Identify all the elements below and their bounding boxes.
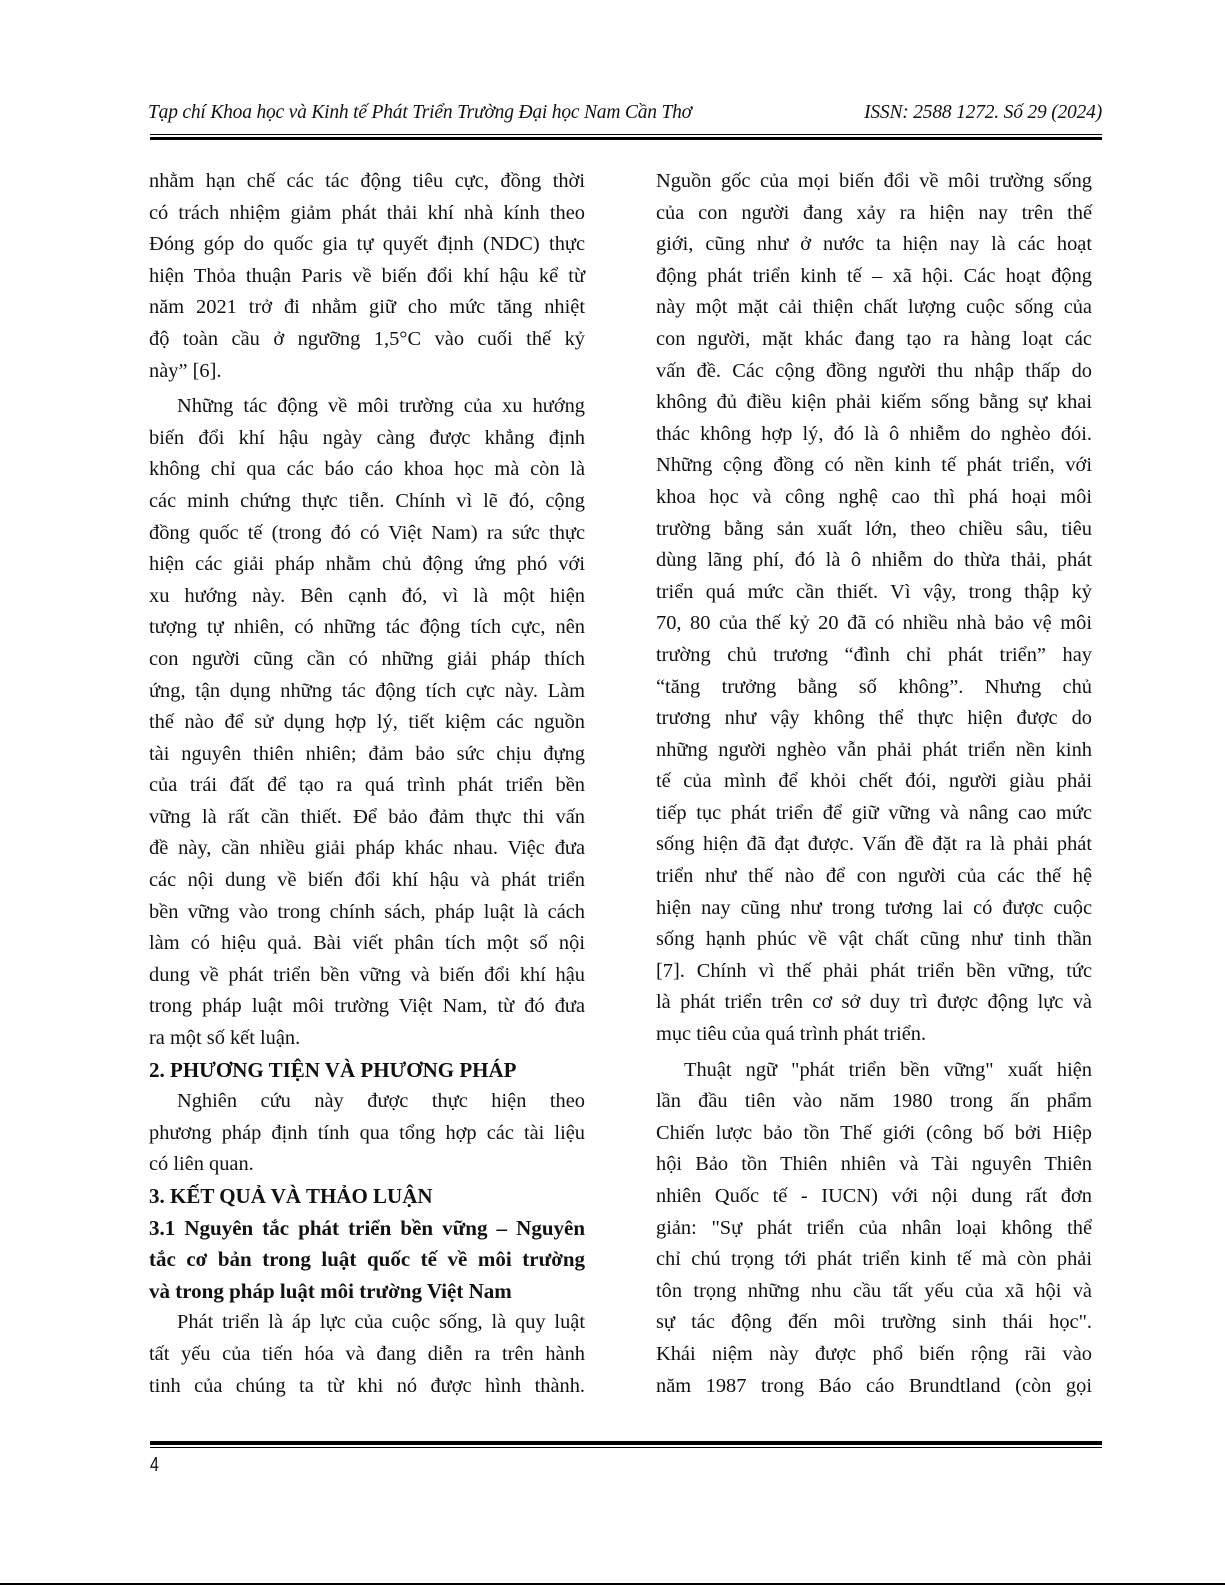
text-line: năm 2021 trở đi nhằm giữ cho mức tăng nhiệt [149,296,585,319]
text-line: các nội dung về biến đổi khí hậu và phát triển [149,869,585,892]
text-line: [7]. Chính vì thế phải phát triển bền vững, tức [656,959,1092,982]
text-line: trường bằng sản xuất lớn, theo chiều sâu, tiêu [656,517,1092,540]
text-line: tôn trọng những nhu cầu tất yếu của xã hội và [656,1279,1092,1302]
text-line: triển quá mức cần thiết. Vì vậy, trong thập kỷ [656,580,1092,603]
paragraph [656,1055,1092,1403]
text-line: 70, 80 của thế kỷ 20 đã có nhiều nhà bảo vệ môi [656,612,1092,635]
text-line: Phát triển là áp lực của cuộc sống, là quy luật [177,1311,585,1334]
text-line: biến đổi khí hậu ngày càng được khẳng định [149,426,585,449]
text-line: này một mặt cải thiện chất lượng cuộc sống của [656,296,1092,319]
journal-title: Tạp chí Khoa học và Kinh tế Phát Triển Trường Đại học Nam Cần Thơ [148,102,692,123]
running-header [148,102,1102,132]
text-line: trường chủ trương “đình chỉ phát triển” hay [656,643,1092,666]
text-line: các minh chứng thực tiễn. Chính vì lẽ đó, cộng [149,489,585,512]
paragraph [149,1307,585,1402]
text-line: thác không hợp lý, đó là ô nhiễm do nghèo đói. [656,422,1092,445]
text-line: làm có hiệu quả. Bài viết phân tích một số nội [149,932,585,955]
paragraph [656,166,1092,1051]
text-line: dùng lãng phí, đó là ô nhiễm do thừa thải, phát [656,549,1092,572]
text-line: là phát triển trên cơ sở duy trì được động lực và [656,991,1092,1014]
text-line: phương pháp định tính qua tổng hợp các tài liệu [149,1121,585,1144]
paragraph [149,391,585,1054]
text-line: 3.1 Nguyên tắc phát triển bền vững – Nguyên [149,1215,585,1240]
page-number: 4 [150,1454,159,1476]
text-line: hiện các giải pháp nhằm chủ động ứng phó với [149,553,585,576]
text-line: tất yếu của tiến hóa và đang diễn ra trên hành [149,1342,585,1365]
text-line: đồng quốc tế (trong đó có Việt Nam) ra sức thực [149,521,585,544]
text-line: vấn đề. Các cộng đồng người thu nhập thấp do [656,359,1092,382]
text-line: hội Bảo tồn Thiên nhiên và Tài nguyên Thiên [656,1153,1092,1176]
text-line: độ toàn cầu ở ngưỡng 1,5°C vào cuối thế kỷ [149,327,585,350]
text-line: dung về phát triển bền vững và biến đổi khí hậu [149,963,585,986]
text-line: Thuật ngữ "phát triển bền vững" xuất hiện [684,1058,1092,1081]
text-line: ứng, tận dụng những tác động tích cực này. Làm [149,679,585,702]
text-line: Những tác động về môi trường của xu hướng [177,395,585,418]
text-line: sống hiện đã đạt được. Vấn đề đặt ra là phải phát [656,833,1092,856]
text-line: hiện nay cũng như trong tương lai có được cuộc [656,896,1092,919]
text-line: thế nào để sử dụng hợp lý, tiết kiệm các nguồn [149,711,585,734]
text-line: Nguồn gốc của mọi biến đổi về môi trường sống [656,170,1092,192]
right-column [656,166,1092,1402]
footer-rule [150,1441,1102,1448]
text-line: con người cũng cần có những giải pháp thích [149,647,585,670]
text-line: giới, cũng như ở nước ta hiện nay là các hoạt [656,233,1092,256]
paragraph [149,1086,585,1181]
text-line: hiện Thỏa thuận Paris về biến đổi khí hậu kể từ [149,264,585,287]
text-line: triển như thế nào để con người của các thế hệ [656,865,1092,888]
left-column [149,166,585,1402]
text-line: tượng tự nhiên, có những tác động tích cực, nên [149,616,585,639]
text-line: bền vững vào trong chính sách, pháp luật là cách [149,900,585,923]
text-line: Đóng góp do quốc gia tự quyết định (NDC) thực [149,233,585,256]
text-line: của con người đang xảy ra hiện nay trên thế [656,201,1092,224]
section-heading-3 [149,1181,585,1213]
text-line: xu hướng này. Bên cạnh đó, vì là một hiện [149,584,585,607]
text-line: “tăng trưởng bằng số không”. Nhưng chủ [656,675,1092,698]
text-line: nhiên Quốc tế - IUCN) với nội dung rất đơn [656,1185,1092,1207]
text-line: có liên quan. [149,1153,254,1176]
text-line: vững là rất cần thiết. Để bảo đảm thực thi vấn [149,805,585,828]
text-line: những người nghèo vẫn phải phát triển nền kinh [656,738,1092,761]
text-line: có trách nhiệm giảm phát thải khí nhà kính theo [149,201,585,224]
text-line: Những cộng đồng có nền kinh tế phát triển, với [656,454,1092,477]
text-line: khoa học và công nghệ cao thì phá hoại môi [656,485,1092,508]
text-line: tinh của chúng ta từ khi nó được hình thành. [149,1374,585,1397]
issn-issue: ISSN: 2588 1272. Số 29 (2024) [864,102,1102,123]
text-line: tài nguyên thiên nhiên; đảm bảo sức chịu đựng [149,742,585,765]
text-line: này” [6]. [149,359,222,382]
text-line: không đủ điều kiện phải kiếm sống bằng sự khai [656,391,1092,414]
text-line: tắc cơ bản trong luật quốc tế về môi trường [149,1247,585,1272]
heading-line: 3. KẾT QUẢ VÀ THẢO LUẬN [149,1184,433,1208]
text-line: chỉ chú trọng tới phát triển kinh tế mà còn phải [656,1248,1092,1271]
section-heading-2 [149,1055,585,1087]
text-line: không chỉ qua các báo cáo khoa học mà còn là [149,458,585,481]
text-line: sự tác động đến môi trường sinh thái học". [656,1311,1092,1334]
text-line: giản: "Sự phát triển của nhân loại không thể [656,1216,1092,1239]
text-line: Khái niệm này được phổ biến rộng rãi vào [656,1342,1092,1365]
text-line: Chiến lược bảo tồn Thế giới (công bố bởi Hiệp [656,1121,1092,1144]
header-rule [150,134,1102,140]
text-line: lần đầu tiên vào năm 1980 trong ấn phẩm [656,1090,1092,1113]
text-line: trương như vậy không thể thực hiện được do [656,707,1092,730]
text-line: trong pháp luật môi trường Việt Nam, từ đó đưa [149,995,585,1018]
heading-line: 2. PHƯƠNG TIỆN VÀ PHƯƠNG PHÁP [149,1057,517,1082]
text-line: của trái đất để tạo ra quá trình phát triển bền [149,774,585,797]
text-line: động phát triển kinh tế – xã hội. Các hoạt động [656,264,1092,287]
text-line: sống hạnh phúc về vật chất cũng như tinh thần [656,928,1092,951]
paragraph [149,166,585,387]
text-line: năm 1987 trong Báo cáo Brundtland (còn gọi [656,1374,1092,1397]
subsection-heading-3-1 [149,1213,585,1308]
text-line: ra một số kết luận. [149,1027,301,1050]
text-line: Nghiên cứu này được thực hiện theo [177,1090,585,1113]
text-line: mục tiêu của quá trình phát triển. [656,1023,927,1046]
text-line: nhằm hạn chế các tác động tiêu cực, đồng thời [149,170,585,192]
text-line: và trong pháp luật môi trường Việt Nam [149,1278,512,1303]
text-line: tế của mình để khỏi chết đói, người giàu phải [656,770,1092,793]
text-line: con người, mặt khác đang tạo ra hàng loạt các [656,327,1092,350]
text-line: đề này, cần nhiều giải pháp khác nhau. Việc đưa [149,837,585,860]
text-line: tiếp tục phát triển để giữ vững và nâng cao mức [656,801,1092,824]
